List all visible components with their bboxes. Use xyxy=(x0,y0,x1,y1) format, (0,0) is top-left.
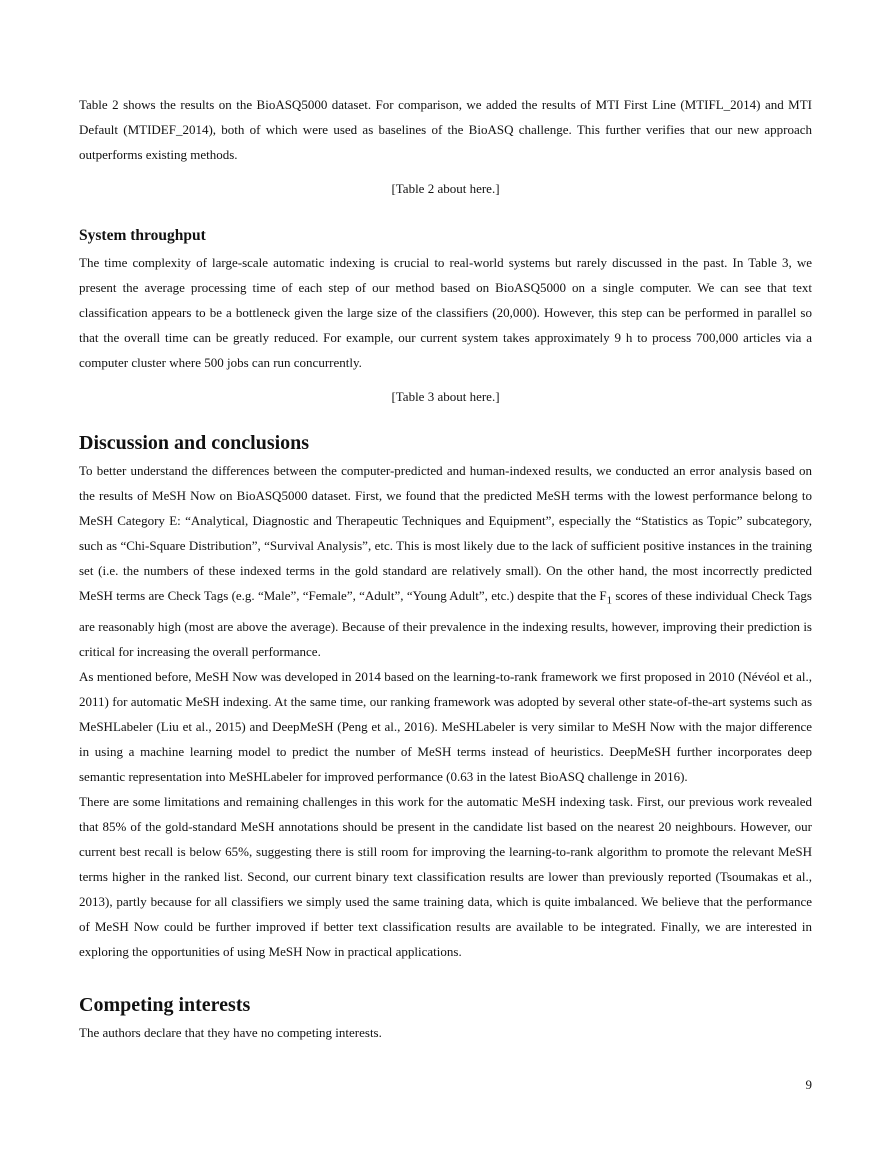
discussion-paragraph-3: There are some limitations and remaining challenges in this work for the automatic MeSH indexing task. First, our previous work revealed that 85% of the gold-standard MeSH annotations should be present in the candidate list based on the nearest 20 neighbours. However, our current best recall is below 65%, suggesting there is still room for improving the learning-to-rank algorithm to promote the relevant MeSH terms higher in the ranked list. Second, our current binary text classification results are lower than previously reported (Tsoumakas et al., 2013), partly because for all classifiers we simply used the same training data, which is quite imbalanced. We believe that the performance of MeSH Now could be further improved if better text classification results are available to be integrated. Finally, we are interested in exploring the opportunities of using MeSH Now in practical applications. xyxy=(79,793,812,959)
table-3-placeholder: [Table 3 about here.] xyxy=(391,389,500,404)
intro-paragraph: Table 2 shows the results on the BioASQ5000 dataset. For comparison, we added the results of MTI First Line (MTIFL_2014) and MTI Default (MTIDEF_2014), both of which were used as baselines of the BioASQ challenge. This further verifies that our new approach outperforms existing methods. xyxy=(79,97,812,162)
discussion-p1-text-a: To better understand the differences between the computer-predicted and human-indexed results, we conducted an error analysis based on the results of MeSH Now on BioASQ5000 dataset. First, we found that the predicted MeSH terms with the lowest performance belong to MeSH Category E: “Analytical, Diagnostic and Therapeutic Techniques and Equipment”, especially the “Statistics as Topic” subcategory, such as “Chi-Square Distribution”, “Survival Analysis”, etc. This is most likely due to the lack of sufficient positive instances in the training set (i.e. the numbers of these indexed terms in the gold standard are relatively small). On the other hand, the most incorrectly predicted MeSH terms are Check Tags (e.g. “Male”, “Female”, “Adult”, “Young Adult”, etc.) despite that the F xyxy=(79,463,812,603)
f1-subscript: 1 xyxy=(606,594,613,607)
table-2-placeholder: [Table 2 about here.] xyxy=(391,181,500,196)
throughput-paragraph: The time complexity of large-scale automatic indexing is crucial to real-world systems but rarely discussed in the past. In Table 3, we present the average processing time of each step of our method based on BioASQ5000 on a single computer. We can see that text classification appears to be a bottleneck given the large size of the classifiers (20,000). However, this step can be performed in parallel so that the overall time can be greatly reduced. For example, our current system takes approximately 9 h to process 700,000 articles via a computer cluster where 500 jobs can run concurrently. xyxy=(79,255,812,370)
discussion-p1-text-b: scores of these individual Check Tags are reasonably high (most are above the average). Because of their prevalence in the indexing results, however, improving their prediction is critical for increasing the overall performance. xyxy=(79,588,812,659)
page-content xyxy=(79,92,812,1045)
discussion-paragraph-2: As mentioned before, MeSH Now was developed in 2014 based on the learning-to-rank framework we first proposed in 2010 (Névéol et al., 2011) for automatic MeSH indexing. At the same time, our ranking framework was adopted by several other state-of-the-art systems such as MeSHLabeler (Liu et al., 2015) and DeepMeSH (Peng et al., 2016). MeSHLabeler is very similar to MeSH Now with the major difference in using a machine learning model to predict the number of MeSH terms instead of heuristics. DeepMeSH further incorporates deep semantic representation into MeSHLabeler for improved performance (0.63 in the latest BioASQ challenge in 2016). xyxy=(79,668,812,784)
competing-interests-paragraph: The authors declare that they have no competing interests. xyxy=(79,1024,382,1040)
page-number: 9 xyxy=(805,1077,812,1092)
system-throughput-heading: System throughput xyxy=(79,227,206,244)
competing-interests-heading: Competing interests xyxy=(79,993,251,1016)
discussion-paragraph-1 xyxy=(79,458,812,664)
discussion-heading: Discussion and conclusions xyxy=(79,432,310,454)
